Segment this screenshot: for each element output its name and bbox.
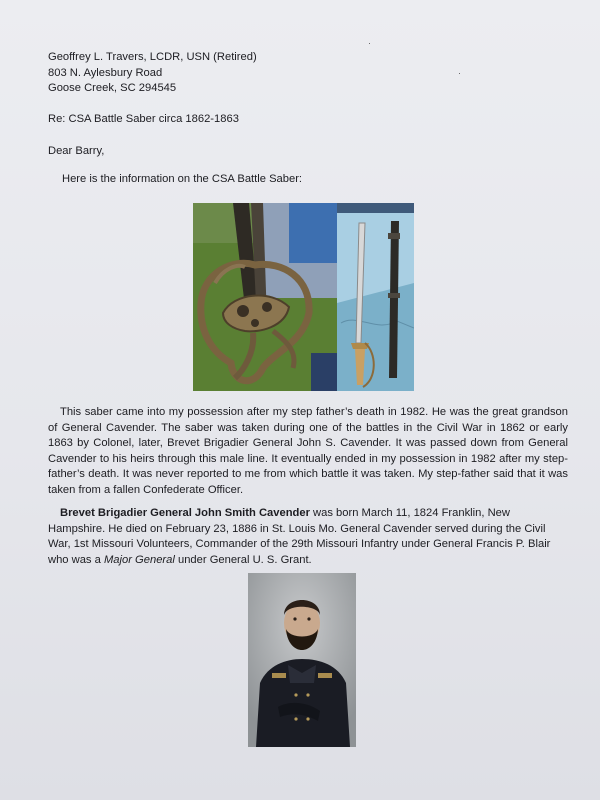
biography-paragraph bbox=[48, 506, 568, 568]
sender-name: Geoffrey L. Travers, LCDR, USN (Retired) bbox=[48, 51, 257, 63]
subject-line: Re: CSA Battle Saber circa 1862-1863 bbox=[48, 113, 239, 125]
biography-text: was born March 11, 1824 Franklin, New Hampshire. He died on February 23, 1886 in St. Louis Mo. General Cavender served during the Civil War, 1st Missouri Volunteers, Commander of the 29th Missouri Infantry under General Francis P. Blair who was a bbox=[48, 507, 551, 566]
saber-hilt-photo bbox=[193, 203, 337, 391]
general-name: Brevet Brigadier General John Smith Cavender bbox=[60, 507, 310, 519]
stray-mark: · bbox=[368, 38, 371, 48]
salutation: Dear Barry, bbox=[48, 145, 105, 157]
sender-city: Goose Creek, SC 294545 bbox=[48, 82, 177, 95]
history-paragraph: This saber came into my possession after my step father’s death in 1982. He was the great grandson of General Cavender. The saber was taken during one of the battles in the Civil War in 1862 or early 1863 by Colonel, later, Brevet Brigadier General John S. Cavender. It was passed down from General Cavender to his heirs through this male line. It eventually ended in my possession in 1982 after my step-father’s death. It was never reported to me from which battle it was taken. My step-father said that it was taken from a fallen Confederate Officer. bbox=[48, 406, 568, 496]
biography-end: under General U. S. Grant. bbox=[174, 553, 312, 566]
intro-line: Here is the information on the CSA Battle Saber: bbox=[62, 173, 303, 185]
sender-street: 803 N. Aylesbury Road bbox=[48, 66, 163, 79]
stray-mark: · bbox=[458, 68, 461, 78]
rank-italic: Major General bbox=[103, 553, 175, 566]
saber-scabbard-photo bbox=[337, 203, 414, 391]
sender-address bbox=[48, 50, 257, 97]
general-portrait-photo bbox=[248, 573, 356, 747]
